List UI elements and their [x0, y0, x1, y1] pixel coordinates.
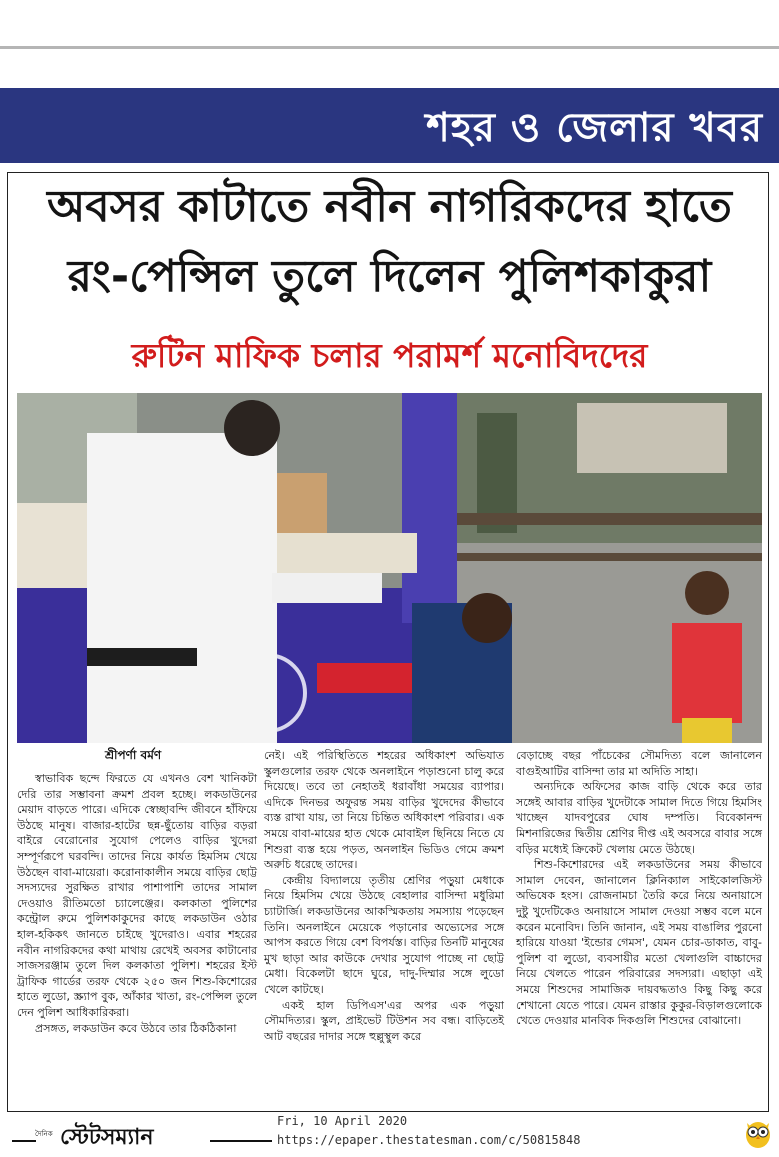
headline-line-1: অবসর কাটাতে নবীন নাগরিকদের হাতে	[47, 181, 732, 232]
masthead-logo: স্টেটসম্যান	[60, 1125, 154, 1150]
article-column-3	[516, 748, 762, 1029]
paragraph: প্রসঙ্গত, লকডাউন কবে উঠবে তার ঠিকঠিকানা	[35, 1021, 237, 1035]
epaper-url[interactable]: https://epaper.thestatesman.com/c/50815848	[277, 1133, 581, 1147]
section-title: শহর ও জেলার খবর	[426, 105, 763, 151]
paragraph: শিশু-কিশোরদের এই লকডাউনের সময় কীভাবে সামাল দেবেন, জানালেন ক্লিনিক্যাল সাইকোলজিস্ট অভিষেক হংস। রোজনামচা তৈরি করে নিয়ে অনায়াসে দুষ্টু খুদেটিকেও অনায়াসে সামাল দেওয়া সম্ভব বলে মনে করেন মনোবিদ। তিনি জানান, এই সময় বাঙালির পুরনো হারিয়ে যাওয়া 'ইন্ডোর গেমস', যেমন চোর-ডাকাত, বাবু-পুলিশ বা লুডো, ব্যবসায়ীর মতো খেলাগুলি বাচ্চাদের নিয়ে খেলতে পারেন পরিবারের সদস্যরা। এছাড়া এই সময়ে শিশুদের সামাজিক দায়বদ্ধতাও কিছু কিছু করে শেখানো যেতে পারে। যেমন রাস্তার কুকুর-বিড়ালগুলোকে খেতে দেওয়ার মানবিক দিকগুলি শিশুদের বোঝানো।	[516, 858, 762, 1028]
edition-date: Fri, 10 April 2020	[277, 1114, 408, 1128]
paragraph: অন্যদিকে অফিসের কাজ বাড়ি থেকে করে তার সঙ্গেই আবার বাড়ির খুদেটাকে সামাল দিতে গিয়ে হিমসিং খাচ্ছেন যাদবপুরের ঘোষ দম্পতি। বিবেকানন্দ মিশনারিজের দ্বিতীয় শ্রেণির দীপ্ত এই অবসরে বাবার সঙ্গে বড়ির মধ্যেই ক্রিকেট খেলায় মেতে উঠছে।	[516, 780, 762, 856]
paragraph: একই হাল ডিপিএস'এর অপর এক পড়ুয়া সৌমদিত্যর। স্কুল, প্রাইভেট টিউশন সব বন্ধ। বাড়িতেই আট বছরের দাদার সঙ্গে হুল্লুস্থুল করে	[264, 998, 504, 1043]
owl-logo-icon	[744, 1117, 772, 1149]
article-column-2	[264, 748, 504, 1044]
byline: শ্রীপর্ণা বর্মণ	[105, 748, 162, 762]
subheadline: রুটিন মাফিক চলার পরামর্শ মনোবিদদের	[131, 336, 648, 375]
top-rule	[0, 46, 779, 49]
masthead-prefix: দৈনিক	[35, 1130, 53, 1138]
paragraph: বেড়াচ্ছে বছর পাঁচেকের সৌমদিত্য বলে জানালেন বাগুইআটির বাসিন্দা তার মা অদিতি সাহা।	[516, 749, 762, 778]
masthead-rule	[210, 1140, 272, 1142]
police-handing-gift-photo	[17, 393, 762, 743]
article-photo	[17, 393, 762, 743]
paragraph: কেন্দ্রীয় বিদ্যালয়ে তৃতীয় শ্রেণির পড়ুয়া মেধাকে নিয়ে হিমসিম খেয়ে উঠছে বেহালার বাসিন্দা মধুরিমা চ্যাটার্জি। লকডাউনের আকস্মিকতায় সমস্যায় পড়েছেন তিনি। অনলাইনে মেয়েকে পড়ানোর অভ্যেসের সঙ্গে আপস করতে গিয়ে বেশ বিপর্যস্ত। বাড়ির তিনটি মানুষের মুখ ছাড়া আর কাউকে দেখার সুযোগ পাচ্ছে না ছোট্ট মেধা। বিকেলটা ছাদে ঘুরে, দাদু-দিম্মার সঙ্গে লুডো খেলে কাটছে।	[264, 873, 504, 996]
article-column-1	[17, 771, 257, 1036]
paragraph: স্বাভাবিক ছন্দে ফিরতে যে এখনও বেশ খানিকটা দেরি তার সম্ভাবনা ক্রমশ প্রবল হচ্ছে। লকডাউনের মেয়াদ বাড়তে পারে। এদিকে স্বেচ্ছাবন্দি জীবনে হাঁফিয়ে উঠছে মানুষ। বাজার-হাটের ছন্ন-ছুঁতোয় বাড়ির বড়রা বাইরে বেরোনোর সুযোগ পেলেও বাড়ির খুদেরা সম্পূর্ণরূপে ঘরবন্দি। তাদের নিয়ে কার্যত হিমসিম খেয়ে উঠছেন বাবা-মায়েরা। করোনাকালীন সময়ে বাড়ির ছোট্ট সদস্যদের সুরক্ষিত রাখার পাশাপাশি তাদের সামাল দেওয়াও রীতিমতো চ্যালেঞ্জের। কলকাতা পুলিশের কন্ট্রোল রুমে পুলিশকাকুদের কাছে লকডাউন ওঠার হাল-হকিকৎ জানতে চাইছে খুদেরাও। এবার শহরের নবীন নাগরিকদের কথা মাথায় রেখেই অবসর কাটানোর সাজসরঞ্জাম তুলে দিল কলকাতা পুলিশ। শহরের ইস্ট ট্রাফিক গার্ডের তরফ থেকে ২৫০ জন শিশু-কিশোরের হাতে লুডো, স্ক্র্যাপ বুক, আঁকার খাতা, রং-পেন্সিল তুলে দেন পুলিশ আধিকারিকরা।	[17, 772, 257, 1019]
paragraph: নেই। এই পরিস্থিতিতে শহরের অধিকাংশ অভিযাত স্কুলগুলোর তরফ থেকে অনলাইনে পড়াশুনো চালু করে দিয়েছে। তবে তা নেহাতই ধরাবাঁধা সময়ের ব্যাপার। এদিকে দিনভর অফুরন্ত সময় বাড়ির খুদেদের কীভাবে ব্যস্ত রাখা যায়, তা নিয়ে চিন্তিত অধিকাংশ পরিবার। এক সময়ে বাবা-মায়ের হাত থেকে মোবাইল ছিনিয়ে নিতে যে শিশুরা ব্যস্ত হয়ে পড়ত, অনলাইন ভিডিও গেমে ক্রমশ অরুচি ধরেছে তাদের।	[264, 749, 504, 872]
masthead-rule	[12, 1140, 36, 1142]
headline-line-2: রং-পেন্সিল তুলে দিলেন পুলিশকাকুরা	[67, 251, 712, 302]
